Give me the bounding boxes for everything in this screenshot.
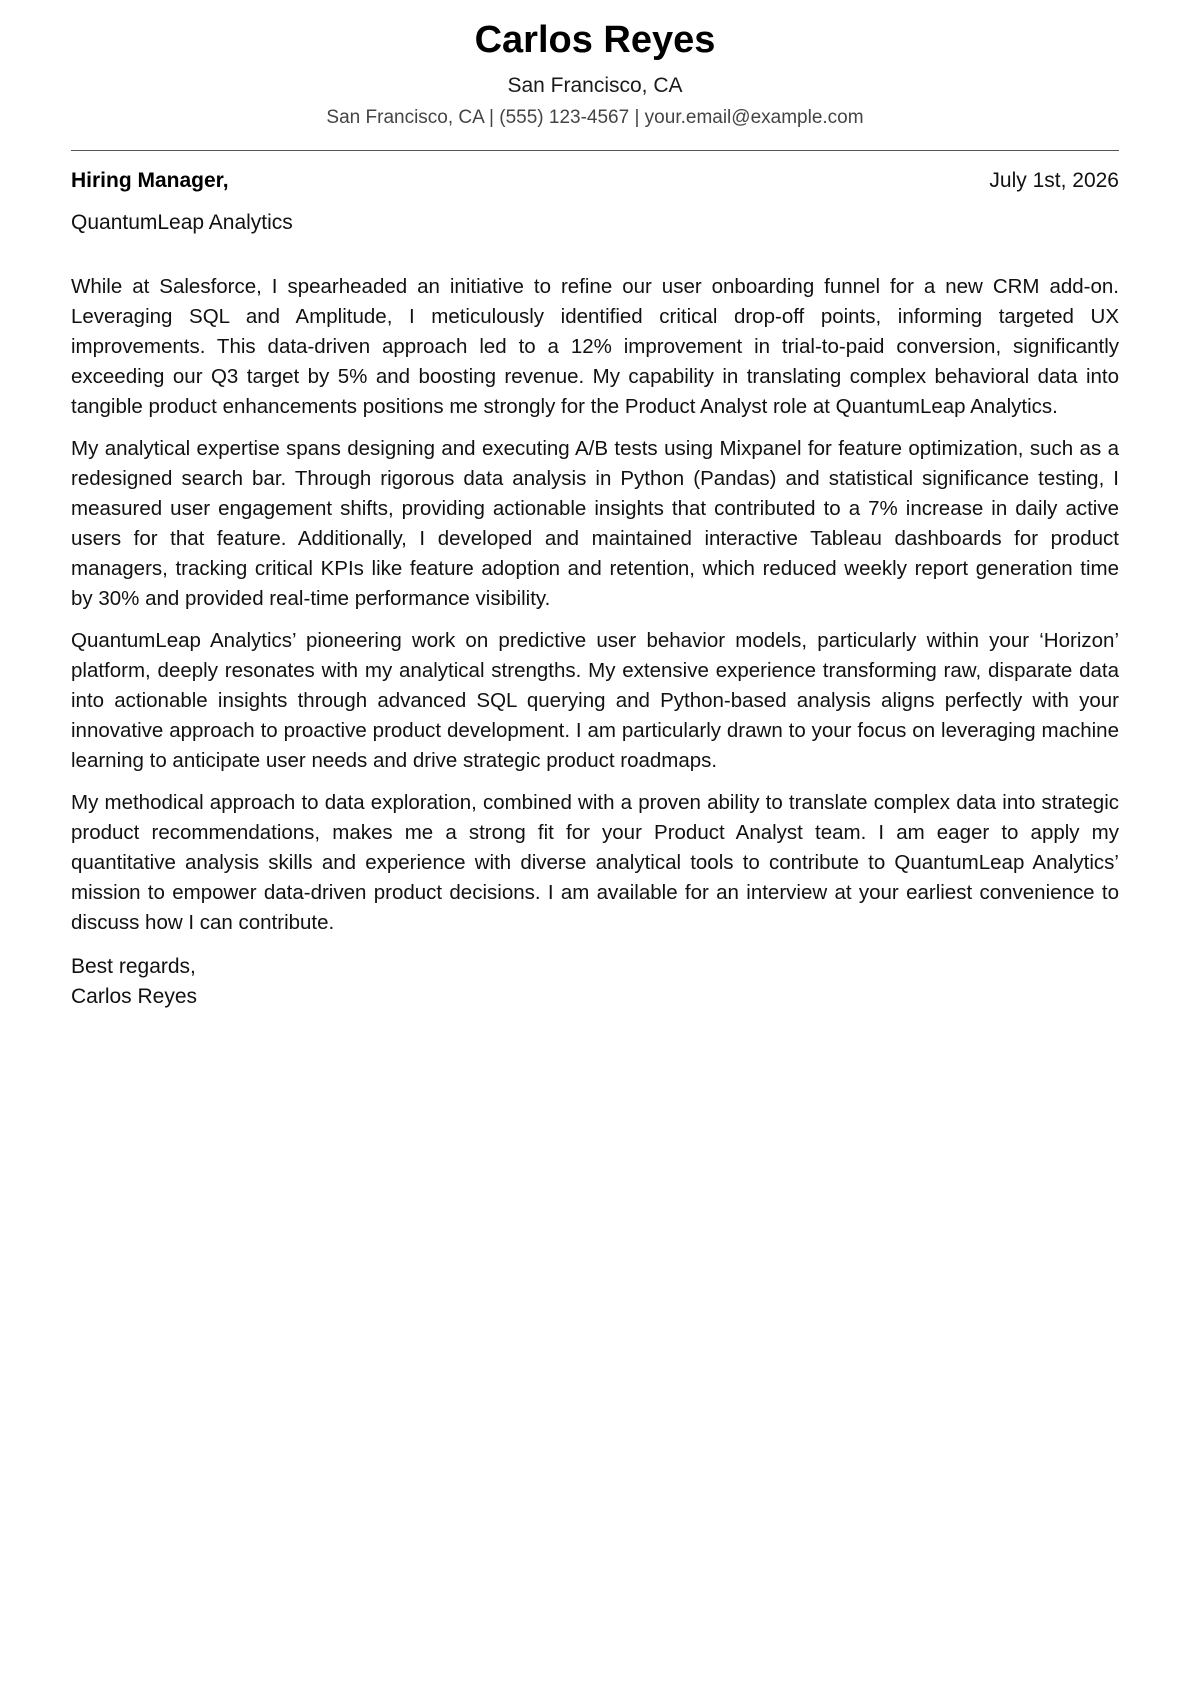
letter-date: July 1st, 2026 <box>989 169 1119 192</box>
header-divider <box>71 150 1119 151</box>
closing-signature: Carlos Reyes <box>71 985 198 1008</box>
sender-name: Carlos Reyes <box>474 19 716 61</box>
recipient-date-row <box>71 167 1119 195</box>
body-paragraph-2: My analytical expertise spans designing and executing A/B tests using Mixpanel for feature optimization, such as a redesigned search bar. Through rigorous data analysis in Python (Pandas) and statistical significance testing, I measured user engagement shifts, providing actionable insights that contributed to a 7% increase in daily active users for that feature. Additionally, I developed and maintained interactive Tableau dashboards for product managers, tracking critical KPIs like feature adoption and retention, which reduced weekly report generation time by 30% and provided real-time performance visibility. <box>71 437 1119 610</box>
closing-salutation: Best regards, <box>71 955 196 978</box>
letter-closing <box>71 952 1119 1012</box>
body-paragraph-1: While at Salesforce, I spearheaded an initiative to refine our user onboarding funnel for a new CRM add-on. Leveraging SQL and Amplitude, I meticulously identified critical drop-off points, informing targeted UX improvements. This data-driven approach led to a 12% improvement in trial-to-paid conversion, significantly exceeding our Q3 target by 5% and boosting revenue. My capability in translating complex behavioral data into tangible product enhancements positions me strongly for the Product Analyst role at QuantumLeap Analytics. <box>71 275 1119 418</box>
sender-location: San Francisco, CA <box>507 74 683 97</box>
recipient-company: QuantumLeap Analytics <box>71 211 293 234</box>
body-paragraph-4: My methodical approach to data exploration, combined with a proven ability to translate complex data into strategic product recommendations, makes me a strong fit for your Product Analyst team. I am eager to apply my quantitative analysis skills and experience with diverse analytical tools to contribute to QuantumLeap Analytics’ mission to empower data-driven product decisions. I am available for an interview at your earliest convenience to discuss how I can contribute. <box>71 791 1119 934</box>
sender-contact-line: San Francisco, CA | (555) 123-4567 | your.email@example.com <box>326 107 864 128</box>
recipient-name: Hiring Manager, <box>71 169 229 192</box>
letter-header <box>71 0 1119 131</box>
body-paragraph-3: QuantumLeap Analytics’ pioneering work on predictive user behavior models, particularly within your ‘Horizon’ platform, deeply resonates with my analytical strengths. My extensive experience transforming raw, disparate data into actionable insights through advanced SQL querying and Python-based analysis aligns perfectly with your innovative approach to proactive product development. I am particularly drawn to your focus on leveraging machine learning to anticipate user needs and drive strategic product roadmaps. <box>71 629 1119 772</box>
letter-body <box>71 272 1119 938</box>
